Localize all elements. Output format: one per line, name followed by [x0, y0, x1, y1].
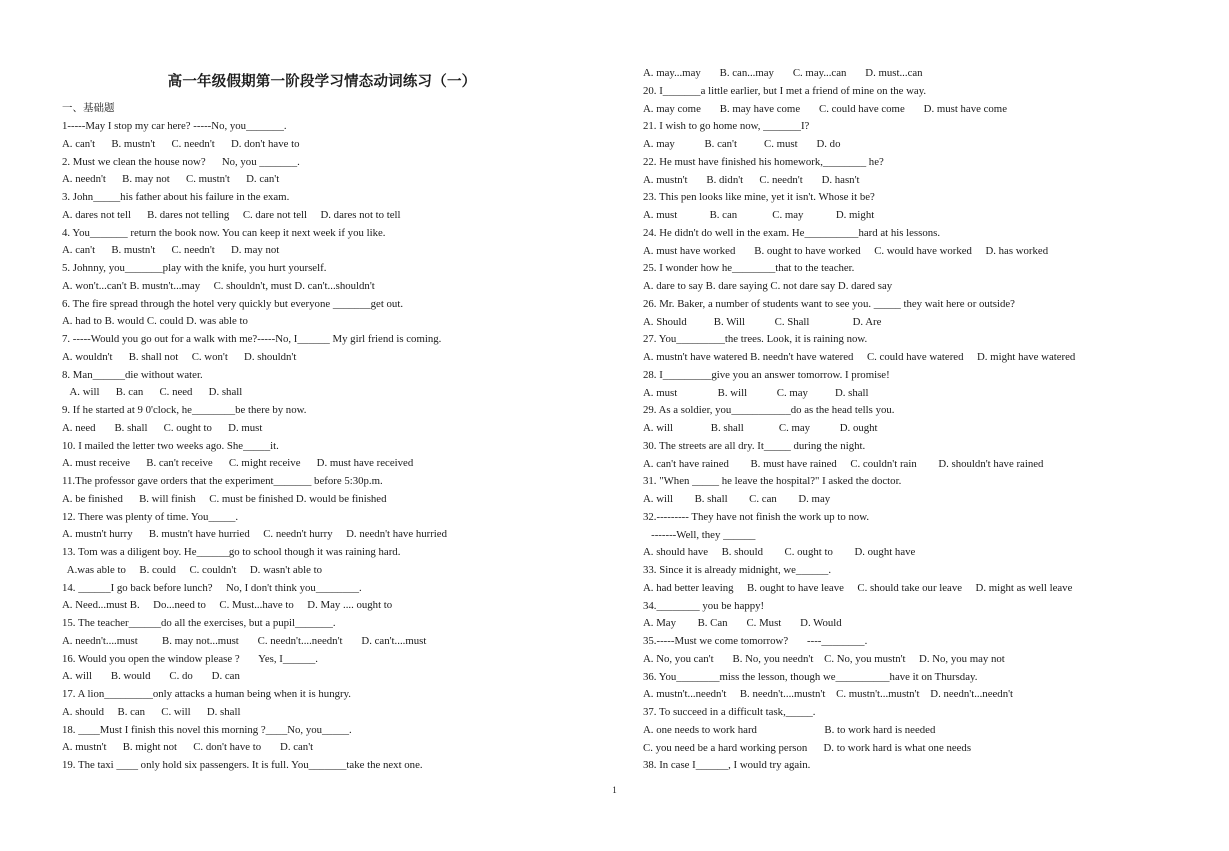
question-line: 10. I mailed the letter two weeks ago. She_____it. [62, 439, 279, 452]
question-line: 26. Mr. Baker, a number of students want to see you. _____ they wait here or outside? [643, 297, 1015, 310]
question-line: 6. The fire spread through the hotel very quickly but everyone _______get out. [62, 297, 404, 310]
question-line: 4. You_______ return the book now. You can keep it next week if you like. [62, 226, 386, 239]
question-line: 19. The taxi ____ only hold six passengers. It is full. You_______take the next one. [62, 759, 423, 771]
question-line: A. will B. shall C. may D. ought [643, 422, 878, 434]
section-heading: 一、基础题 [62, 102, 115, 114]
question-line: 5. Johnny, you_______play with the knife, you hurt yourself. [62, 262, 327, 274]
question-line: 34.________ you be happy! [643, 599, 765, 612]
question-line: 27. You_________the trees. Look, it is raining now. [643, 333, 868, 346]
question-line: A. may come B. may have come C. could have come D. must have come [643, 102, 1007, 115]
question-line: 14. ______I go back before lunch? No, I don't think you________. [62, 581, 362, 594]
question-line: -------Well, they ______ [643, 528, 756, 541]
question-line: A.was able to B. could C. couldn't D. wasn't able to [62, 563, 322, 576]
question-line: A. will B. shall C. can D. may [643, 493, 831, 505]
question-line: A. mustn't...needn't B. needn't....mustn't C. mustn't...mustn't D. needn't...needn't [643, 688, 1014, 701]
question-line: 16. Would you open the window please ? Yes, I______. [62, 652, 318, 665]
question-line: 24. He didn't do well in the exam. He__________hard at his lessons. [643, 226, 941, 239]
question-line: C. you need be a hard working person D. to work hard is what one needs [643, 741, 972, 754]
question-line: A. can't have rained B. must have rained C. couldn't rain D. shouldn't have rained [643, 457, 1044, 470]
question-line: A. Should B. Will C. Shall D. Are [643, 315, 882, 328]
question-line: A. mustn't have watered B. needn't have watered C. could have watered D. might have watered [643, 351, 1076, 363]
question-line: A. mustn't B. might not C. don't have to D. can't [62, 741, 314, 754]
question-line: A. mustn't hurry B. mustn't have hurried C. needn't hurry D. needn't have hurried [62, 528, 447, 541]
question-line: 32.--------- They have not finish the work up to now. [643, 510, 870, 523]
question-line: A. needn't B. may not C. mustn't D. can't [62, 173, 280, 186]
question-line: A. No, you can't B. No, you needn't C. No, you mustn't D. No, you may not [643, 652, 1005, 665]
question-line: A. had to B. would C. could D. was able to [62, 315, 248, 328]
question-line: A. be finished B. will finish C. must be finished D. would be finished [62, 492, 387, 505]
question-line: A. dare to say B. dare saying C. not dare say D. dared say [643, 280, 893, 292]
question-line: 21. I wish to go home now, _______I? [643, 120, 810, 133]
question-line: A. should B. can C. will D. shall [62, 705, 241, 718]
question-line: A. must B. will C. may D. shall [643, 386, 869, 399]
question-line: A. needn't....must B. may not...must C. needn't....needn't D. can't....must [62, 634, 427, 647]
question-line: 15. The teacher______do all the exercises, but a pupil_______. [62, 617, 336, 629]
question-line: A. must B. can C. may D. might [643, 209, 875, 221]
question-line: A. wouldn't B. shall not C. won't D. shouldn't [62, 350, 297, 363]
question-line: A. can't B. mustn't C. needn't D. may not [62, 244, 280, 257]
question-line: 11.The professor gave orders that the experiment_______ before 5:30p.m. [62, 475, 383, 487]
question-line: A. will B. can C. need D. shall [62, 386, 243, 399]
question-line: 29. As a soldier, you___________do as the head tells you. [643, 404, 895, 417]
question-line: A. must have worked B. ought to have worked C. would have worked D. has worked [643, 244, 1049, 257]
page-number: 1 [612, 785, 617, 795]
question-line: 12. There was plenty of time. You_____. [62, 510, 239, 523]
page-title: 高一年级假期第一阶段学习情态动词练习（一） [167, 74, 477, 90]
question-line: A. mustn't B. didn't C. needn't D. hasn't [643, 173, 860, 186]
question-line: 28. I_________give you an answer tomorrow. I promise! [643, 368, 890, 381]
question-line: 25. I wonder how he________that to the teacher. [643, 262, 855, 275]
question-line: 8. Man______die without water. [62, 368, 203, 381]
question-line: 33. Since it is already midnight, we______. [643, 564, 832, 576]
question-line: A. May B. Can C. Must D. Would [643, 617, 842, 630]
right-column [643, 65, 1203, 775]
question-line: 31. "When _____ he leave the hospital?" I asked the doctor. [643, 475, 902, 488]
question-line: 36. You________miss the lesson, though we__________have it on Thursday. [643, 670, 978, 683]
question-line: 22. He must have finished his homework,________ he? [643, 155, 884, 168]
question-line: A. may...may B. can...may C. may...can D. must...can [643, 67, 923, 79]
question-line: 9. If he started at 9 0'clock, he________be there by now. [62, 404, 307, 416]
question-line: 20. I_______a little earlier, but I met a friend of mine on the way. [643, 84, 927, 97]
question-line: 38. In case I______, I would try again. [643, 759, 811, 772]
question-line: A. must receive B. can't receive C. might receive D. must have received [62, 457, 414, 470]
question-line: 13. Tom was a diligent boy. He______go to school though it was raining hard. [62, 546, 401, 558]
question-line: A. need B. shall C. ought to D. must [62, 421, 263, 434]
question-line: 17. A lion_________only attacks a human being when it is hungry. [62, 688, 351, 700]
question-line: A. can't B. mustn't C. needn't D. don't have to [62, 137, 300, 150]
question-line: 30. The streets are all dry. It_____ during the night. [643, 439, 866, 452]
left-column [62, 118, 602, 775]
question-line: 37. To succeed in a difficult task,_____. [643, 706, 816, 718]
question-line: 1-----May I stop my car here? -----No, you_______. [62, 120, 287, 132]
question-line: 3. John_____his father about his failure in the exam. [62, 191, 290, 203]
question-line: 18. ____Must I finish this novel this morning ?____No, you_____. [62, 723, 352, 736]
question-line: A. Need...must B. Do...need to C. Must...have to D. May .... ought to [62, 599, 393, 612]
question-line: 23. This pen looks like mine, yet it isn't. Whose it be? [643, 191, 875, 204]
question-line: A. one needs to work hard B. to work hard is needed [643, 723, 936, 736]
question-line: A. will B. would C. do D. can [62, 670, 240, 683]
question-line: A. may B. can't C. must D. do [643, 138, 841, 150]
question-line: 35.-----Must we come tomorrow? ----________. [643, 635, 868, 647]
question-line: A. had better leaving B. ought to have leave C. should take our leave D. might as well leave [643, 581, 1073, 594]
question-line: A. should have B. should C. ought to D. ought have [643, 546, 916, 559]
question-line: 7. -----Would you go out for a walk with me?-----No, I______ My girl friend is coming. [62, 333, 442, 345]
question-line: 2. Must we clean the house now? No, you _______. [62, 155, 300, 168]
question-line: A. won't...can't B. mustn't...may C. shouldn't, must D. can't...shouldn't [62, 279, 375, 292]
question-line: A. dares not tell B. dares not telling C. dare not tell D. dares not to tell [62, 208, 401, 221]
